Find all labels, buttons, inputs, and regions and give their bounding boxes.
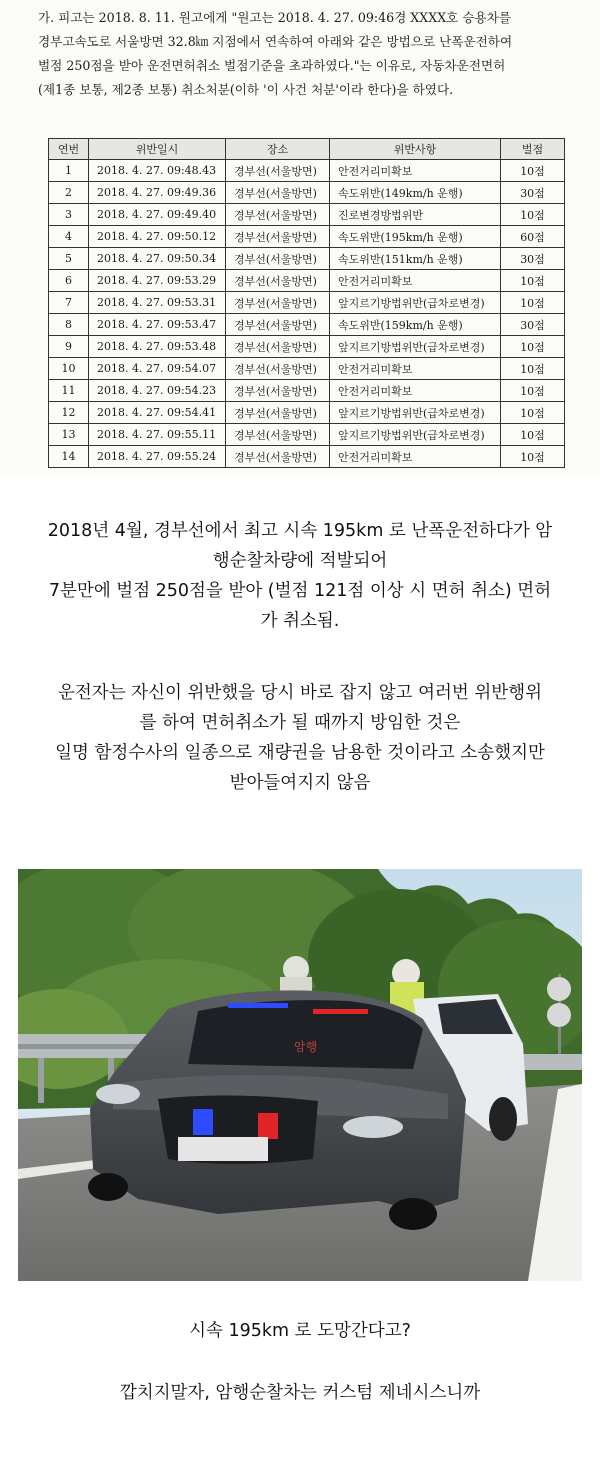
cell-datetime: 2018. 4. 27. 09:55.11 xyxy=(89,424,226,446)
cell-datetime: 2018. 4. 27. 09:50.34 xyxy=(89,248,226,270)
table-row xyxy=(49,424,565,446)
cell-violation: 속도위반(151km/h 운행) xyxy=(330,248,501,270)
table-row xyxy=(49,248,565,270)
cell-violation: 앞지르기방법위반(급차로변경) xyxy=(330,292,501,314)
cell-violation: 안전거리미확보 xyxy=(330,446,501,468)
cell-datetime: 2018. 4. 27. 09:55.24 xyxy=(89,446,226,468)
cell-location: 경부선(서울방면) xyxy=(226,402,330,424)
table-row xyxy=(49,380,565,402)
header-location: 장소 xyxy=(226,139,330,160)
caption-line: 2018년 4월, 경부선에서 최고 시속 195km 로 난폭운전하다가 암 xyxy=(47,521,553,541)
document-line: 벌점 250점을 받아 운전면허취소 벌점기준을 초과하였다."는 이유로, 자동차운전면허 xyxy=(38,58,506,73)
cell-location: 경부선(서울방면) xyxy=(226,226,330,248)
cell-number: 6 xyxy=(49,270,89,292)
cell-points: 10점 xyxy=(501,336,565,358)
cell-number: 13 xyxy=(49,424,89,446)
cell-location: 경부선(서울방면) xyxy=(226,182,330,204)
cell-points: 10점 xyxy=(501,446,565,468)
cell-datetime: 2018. 4. 27. 09:50.12 xyxy=(89,226,226,248)
cell-datetime: 2018. 4. 27. 09:54.23 xyxy=(89,380,226,402)
caption-line: 깝치지말자, 암행순찰차는 커스텀 제네시스니까 xyxy=(119,1383,481,1403)
cell-location: 경부선(서울방면) xyxy=(226,424,330,446)
document-line: 경부고속도로 서울방면 32.8㎞ 지점에서 연속하여 아래와 같은 방법으로 난폭운전하여 xyxy=(38,34,513,49)
table-row xyxy=(49,314,565,336)
cell-datetime: 2018. 4. 27. 09:49.36 xyxy=(89,182,226,204)
cell-violation: 앞지르기방법위반(급차로변경) xyxy=(330,424,501,446)
cell-number: 4 xyxy=(49,226,89,248)
cell-points: 30점 xyxy=(501,248,565,270)
header-points: 벌점 xyxy=(501,139,565,160)
cell-number: 1 xyxy=(49,160,89,182)
document-line: 가. 피고는 2018. 8. 11. 원고에게 "원고는 2018. 4. 27. 09:46경 XXXX호 승용차를 xyxy=(38,10,511,25)
caption-question xyxy=(0,1316,600,1346)
police-car-photo xyxy=(18,869,582,1281)
table-row xyxy=(49,204,565,226)
header-number: 연번 xyxy=(49,139,89,160)
header-datetime: 위반일시 xyxy=(89,139,226,160)
caption-line: 7분만에 벌점 250점을 받아 (벌점 121점 이상 시 면허 취소) 면허 xyxy=(48,581,552,601)
table-header-row xyxy=(49,139,565,160)
cell-number: 3 xyxy=(49,204,89,226)
cell-datetime: 2018. 4. 27. 09:54.41 xyxy=(89,402,226,424)
cell-number: 8 xyxy=(49,314,89,336)
caption-line: 행순찰차량에 적발되어 xyxy=(212,551,388,571)
cell-datetime: 2018. 4. 27. 09:53.31 xyxy=(89,292,226,314)
cell-location: 경부선(서울방면) xyxy=(226,292,330,314)
caption-line: 가 취소됨. xyxy=(260,611,340,631)
document-paragraph xyxy=(38,6,586,102)
caption-line: 일명 함정수사의 일종으로 재량권을 남용한 것이라고 소송했지만 xyxy=(55,743,545,763)
cell-violation: 앞지르기방법위반(급차로변경) xyxy=(330,336,501,358)
cell-points: 10점 xyxy=(501,380,565,402)
cell-violation: 속도위반(195km/h 운행) xyxy=(330,226,501,248)
cell-location: 경부선(서울방면) xyxy=(226,358,330,380)
cell-points: 10점 xyxy=(501,424,565,446)
cell-number: 9 xyxy=(49,336,89,358)
caption-line: 를 하여 면허취소가 될 때까지 방임한 것은 xyxy=(139,713,461,733)
cell-datetime: 2018. 4. 27. 09:54.07 xyxy=(89,358,226,380)
cell-violation: 앞지르기방법위반(급차로변경) xyxy=(330,402,501,424)
cell-points: 10점 xyxy=(501,402,565,424)
table-row xyxy=(49,226,565,248)
table-row xyxy=(49,160,565,182)
cell-datetime: 2018. 4. 27. 09:53.29 xyxy=(89,270,226,292)
cell-location: 경부선(서울방면) xyxy=(226,336,330,358)
cell-location: 경부선(서울방면) xyxy=(226,314,330,336)
cell-points: 60점 xyxy=(501,226,565,248)
cell-violation: 진로변경방법위반 xyxy=(330,204,501,226)
cell-location: 경부선(서울방면) xyxy=(226,248,330,270)
cell-points: 10점 xyxy=(501,358,565,380)
table-row xyxy=(49,270,565,292)
cell-location: 경부선(서울방면) xyxy=(226,446,330,468)
cell-violation: 속도위반(159km/h 운행) xyxy=(330,314,501,336)
court-document-scan xyxy=(0,0,600,475)
cell-number: 7 xyxy=(49,292,89,314)
caption-lawsuit xyxy=(0,678,600,798)
cell-number: 10 xyxy=(49,358,89,380)
cell-number: 2 xyxy=(49,182,89,204)
cell-location: 경부선(서울방면) xyxy=(226,270,330,292)
cell-number: 11 xyxy=(49,380,89,402)
cell-location: 경부선(서울방면) xyxy=(226,160,330,182)
header-violation: 위반사항 xyxy=(330,139,501,160)
cell-location: 경부선(서울방면) xyxy=(226,380,330,402)
cell-points: 10점 xyxy=(501,160,565,182)
cell-points: 30점 xyxy=(501,182,565,204)
violations-table xyxy=(48,138,565,468)
cell-violation: 안전거리미확보 xyxy=(330,160,501,182)
caption-punchline xyxy=(0,1378,600,1408)
cell-datetime: 2018. 4. 27. 09:53.47 xyxy=(89,314,226,336)
caption-line: 시속 195km 로 도망간다고? xyxy=(189,1321,411,1341)
caption-summary xyxy=(0,516,600,636)
table-row xyxy=(49,446,565,468)
table-row xyxy=(49,402,565,424)
caption-line: 운전자는 자신이 위반했을 당시 바로 잡지 않고 여러번 위반행위 xyxy=(57,683,543,703)
cell-datetime: 2018. 4. 27. 09:53.48 xyxy=(89,336,226,358)
caption-line: 받아들여지지 않음 xyxy=(229,773,371,793)
cell-violation: 안전거리미확보 xyxy=(330,270,501,292)
document-line: (제1종 보통, 제2종 보통) 취소처분(이하 '이 사건 처분'이라 한다)을 하였다. xyxy=(38,82,454,97)
cell-points: 30점 xyxy=(501,314,565,336)
table-row xyxy=(49,292,565,314)
cell-number: 12 xyxy=(49,402,89,424)
windshield-text: 암행 xyxy=(294,1040,318,1054)
table-row xyxy=(49,182,565,204)
cell-violation: 안전거리미확보 xyxy=(330,358,501,380)
table-row xyxy=(49,358,565,380)
cell-points: 10점 xyxy=(501,292,565,314)
cell-datetime: 2018. 4. 27. 09:49.40 xyxy=(89,204,226,226)
cell-datetime: 2018. 4. 27. 09:48.43 xyxy=(89,160,226,182)
cell-location: 경부선(서울방면) xyxy=(226,204,330,226)
cell-points: 10점 xyxy=(501,270,565,292)
cell-violation: 속도위반(149km/h 운행) xyxy=(330,182,501,204)
cell-violation: 안전거리미확보 xyxy=(330,380,501,402)
cell-number: 5 xyxy=(49,248,89,270)
cell-points: 10점 xyxy=(501,204,565,226)
cell-number: 14 xyxy=(49,446,89,468)
table-row xyxy=(49,336,565,358)
